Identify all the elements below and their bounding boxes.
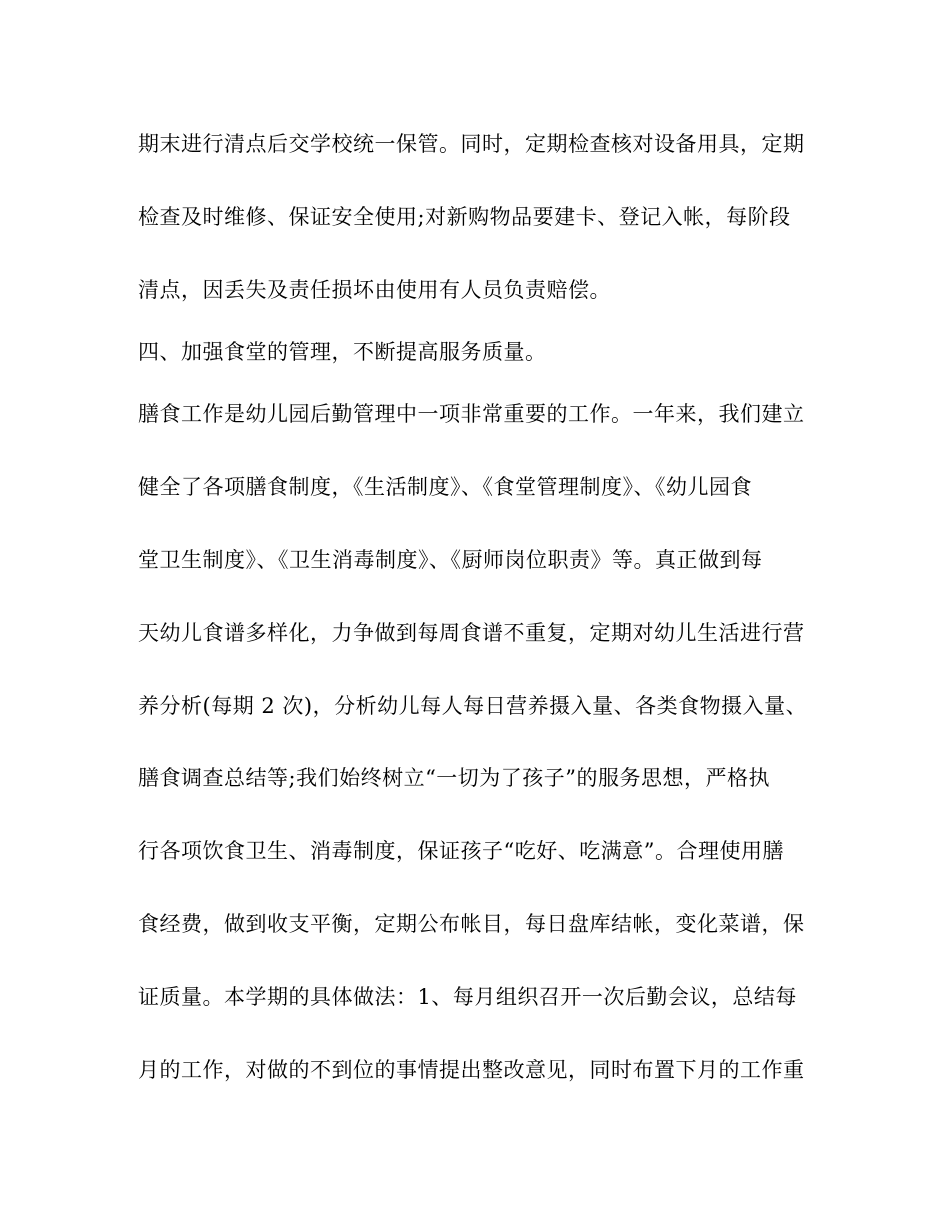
text-line: 膳食工作是幼儿园后勤管理中一项非常重要的工作。一年来，我们建立	[138, 402, 805, 426]
text-line: 清点，因丢失及责任损坏由使用有人员负责赔偿。	[138, 278, 611, 302]
text-line: 食经费，做到收支平衡，定期公布帐目，每日盘库结帐，变化菜谱，保	[138, 912, 805, 936]
text-line: 膳食调查总结等;我们始终树立“一切为了孩子”的服务思想，严格执	[138, 766, 771, 790]
text-line: 天幼儿食谱多样化，力争做到每周食谱不重复，定期对幼儿生活进行营	[138, 621, 805, 645]
section-heading: 四、加强食堂的管理，不断提高服务质量。	[138, 340, 547, 364]
text-line: 行各项饮食卫生、消毒制度，保证孩子“吃好、吃满意”。合理使用膳	[138, 839, 784, 863]
text-line: 健全了各项膳食制度，《生活制度》、《食堂管理制度》、《幼儿园食	[138, 475, 752, 499]
text-line: 期末进行清点后交学校统一保管。同时，定期检查核对设备用具，定期	[138, 132, 805, 156]
text-line: 证质量。本学期的具体做法：1、每月组织召开一次后勤会议，总结每	[138, 985, 797, 1009]
text-line: 月的工作，对做的不到位的事情提出整改意见，同时布置下月的工作重	[138, 1058, 805, 1082]
text-line: 检查及时维修、保证安全使用;对新购物品要建卡、登记入帐，每阶段	[138, 205, 791, 229]
text-line: 养分析(每期 2 次)，分析幼儿每人每日营养摄入量、各类食物摄入量、	[138, 694, 808, 718]
text-line: 堂卫生制度》、《卫生消毒制度》、《厨师岗位职责》等。真正做到每	[138, 548, 763, 572]
